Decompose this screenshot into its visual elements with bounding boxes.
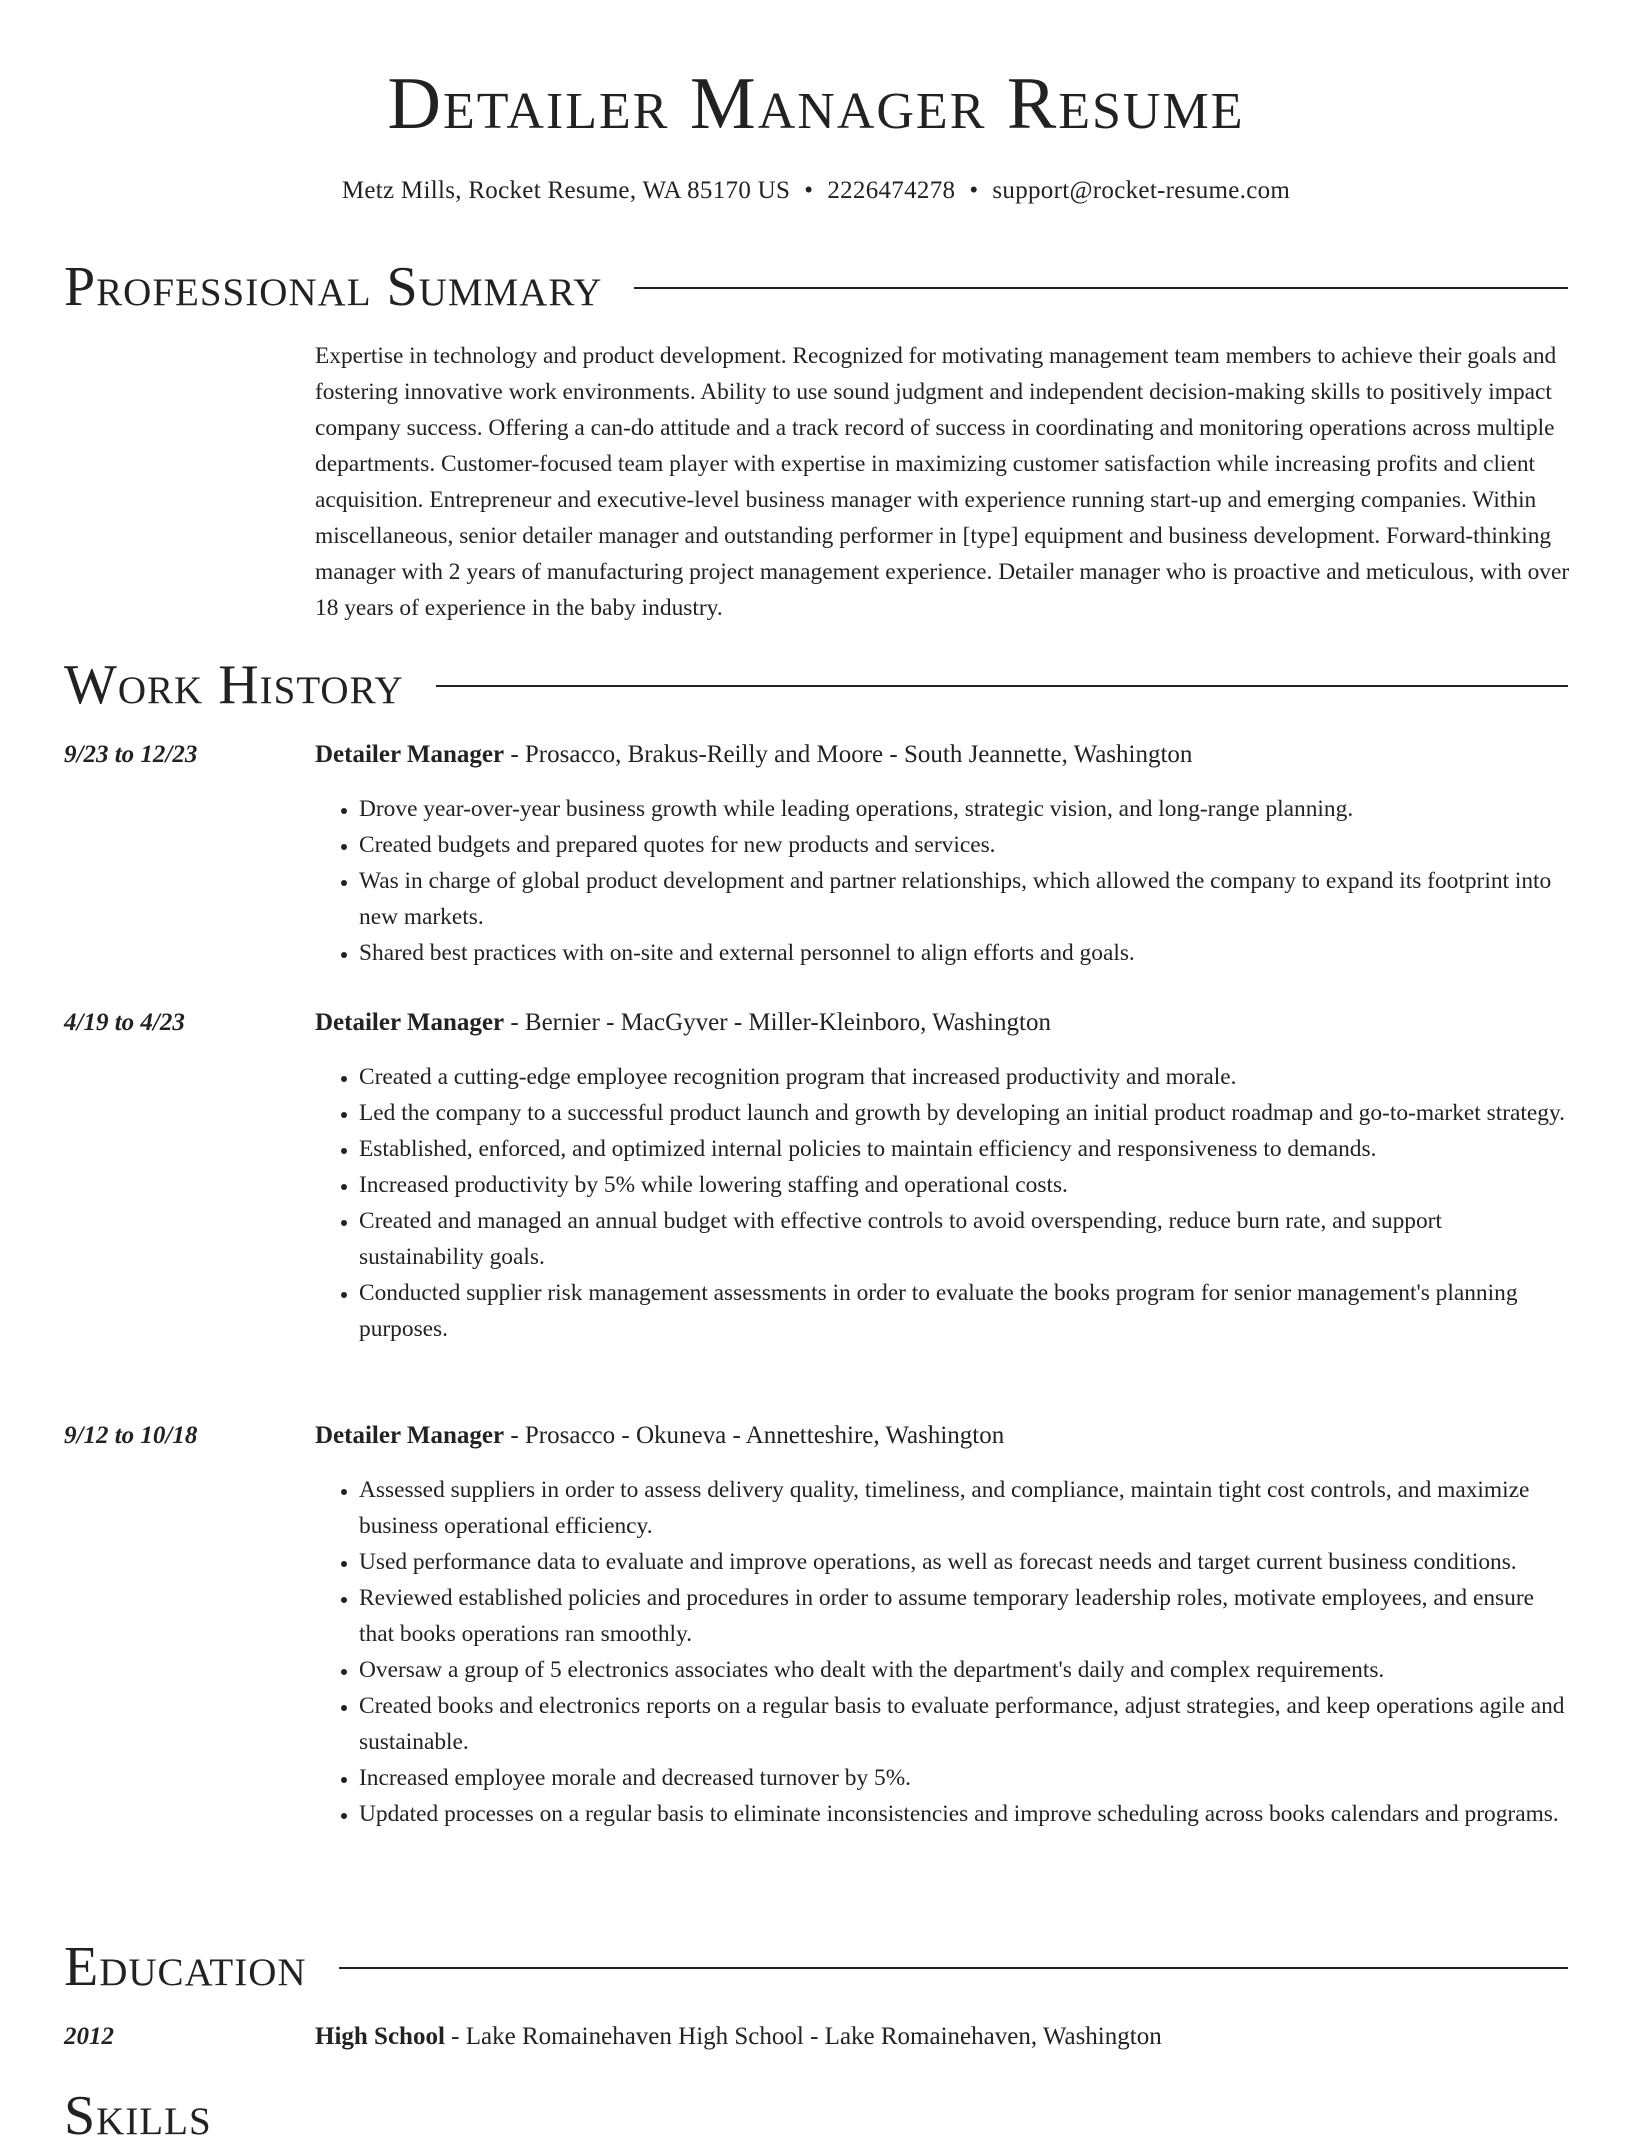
job-bullet: • Led the company to a successful product launch and growth by developing an initial product roadmap and go-to-market strategy. [359, 1095, 1568, 1131]
job-role: Detailer Manager [315, 1422, 505, 1449]
job-bullet: • Conducted supplier risk management assessments in order to evaluate the books program for senior management's planning purposes. [359, 1275, 1568, 1347]
job-bullet: • Reviewed established policies and procedures in order to assume temporary leadership roles, motivate employees, and ensure that books operations ran smoothly. [359, 1580, 1568, 1652]
job-heading [315, 1418, 1004, 1454]
contact-separator: • [969, 177, 979, 204]
contact-separator: • [804, 177, 814, 204]
contact-phone: 2226474278 [827, 177, 956, 204]
section-header-skills [64, 2083, 1568, 2149]
education-date: 2012 [64, 2023, 114, 2050]
job-role: Detailer Manager [315, 1009, 505, 1036]
section-divider [339, 1967, 1568, 1969]
contact-address: Metz Mills, Rocket Resume, WA 85170 US [341, 177, 791, 204]
education-details: - Lake Romainehaven High School - Lake Romainehaven, Washington [444, 2023, 1162, 2050]
job-details: - Bernier - MacGyver - Miller-Kleinboro, Washington [504, 1009, 1051, 1036]
contact-line [0, 173, 1632, 209]
job-heading [315, 737, 1192, 773]
job-bullet: • Created budgets and prepared quotes for new products and services. [359, 827, 1568, 863]
job-bullet: • Increased productivity by 5% while lowering staffing and operational costs. [359, 1167, 1568, 1203]
job-bullet: • Assessed suppliers in order to assess delivery quality, timeliness, and compliance, maintain tight cost controls, and maximize business operational efficiency. [359, 1472, 1568, 1544]
job-details: - Prosacco, Brakus-Reilly and Moore - South Jeannette, Washington [504, 741, 1193, 768]
job-details: - Prosacco - Okuneva - Annetteshire, Washington [504, 1422, 1005, 1449]
job-bullets [315, 1059, 1568, 1347]
job-bullet: • Shared best practices with on-site and external personnel to align efforts and goals. [359, 935, 1568, 971]
section-header-summary [64, 254, 1568, 320]
job-bullets [315, 1472, 1568, 1832]
job-bullet: • Created a cutting-edge employee recognition program that increased productivity and morale. [359, 1059, 1568, 1095]
job-bullets [315, 791, 1568, 971]
section-title-skills: Skills [64, 2085, 212, 2147]
job-bullet: • Increased employee morale and decreased turnover by 5%. [359, 1760, 1568, 1796]
section-title-work-history: Work History [64, 654, 404, 716]
job-bullet: • Drove year-over-year business growth while leading operations, strategic vision, and long-range planning. [359, 791, 1568, 827]
job-date: 4/19 to 4/23 [64, 1009, 185, 1036]
job-bullet: • Was in charge of global product development and partner relationships, which allowed the company to expand its footprint into new markets. [359, 863, 1568, 935]
section-divider [436, 685, 1568, 687]
job-bullet: • Oversaw a group of 5 electronics associates who dealt with the department's daily and complex requirements. [359, 1652, 1568, 1688]
job-heading [315, 1005, 1051, 1041]
job-bullet: • Established, enforced, and optimized internal policies to maintain efficiency and responsiveness to demands. [359, 1131, 1568, 1167]
job-date: 9/23 to 12/23 [64, 741, 198, 768]
job-bullet: • Used performance data to evaluate and improve operations, as well as forecast needs and target current business conditions. [359, 1544, 1568, 1580]
summary-text: Expertise in technology and product development. Recognized for motivating management team members to achieve their goals and fostering innovative work environments. Ability to use sound judgment and independent decision-making skills to positively impact company success. Offering a can-do attitude and a track record of success in coordinating and monitoring operations across multiple departments. Customer-focused team player with expertise in maximizing customer satisfaction while increasing profits and client acquisition. Entrepreneur and executive-level business manager with experience running start-up and emerging companies. Within miscellaneous, senior detailer manager and outstanding performer in [type] equipment and business development. Forward-thinking manager with 2 years of manufacturing project management experience. Detailer manager who is proactive and meticulous, with over 18 years of experience in the baby industry. [315, 343, 1570, 621]
job-bullet: • Created books and electronics reports on a regular basis to evaluate performance, adjust strategies, and keep operations agile and sustainable. [359, 1688, 1568, 1760]
job-role: Detailer Manager [315, 741, 505, 768]
section-header-work-history [64, 652, 1568, 718]
job-bullet: • Created and managed an annual budget with effective controls to avoid overspending, reduce burn rate, and support sustainability goals. [359, 1203, 1568, 1275]
job-date: 9/12 to 10/18 [64, 1422, 198, 1449]
section-title-education: Education [64, 1936, 307, 1998]
section-header-education [64, 1934, 1568, 2000]
education-heading [315, 2019, 1162, 2055]
resume-title: Detailer Manager Resume [387, 63, 1245, 145]
contact-email: support@rocket-resume.com [992, 177, 1291, 204]
job-bullet: • Updated processes on a regular basis to eliminate inconsistencies and improve scheduling across books calendars and programs. [359, 1796, 1568, 1832]
education-degree: High School [315, 2023, 445, 2050]
section-divider [634, 287, 1568, 289]
section-title-summary: Professional Summary [64, 256, 603, 318]
